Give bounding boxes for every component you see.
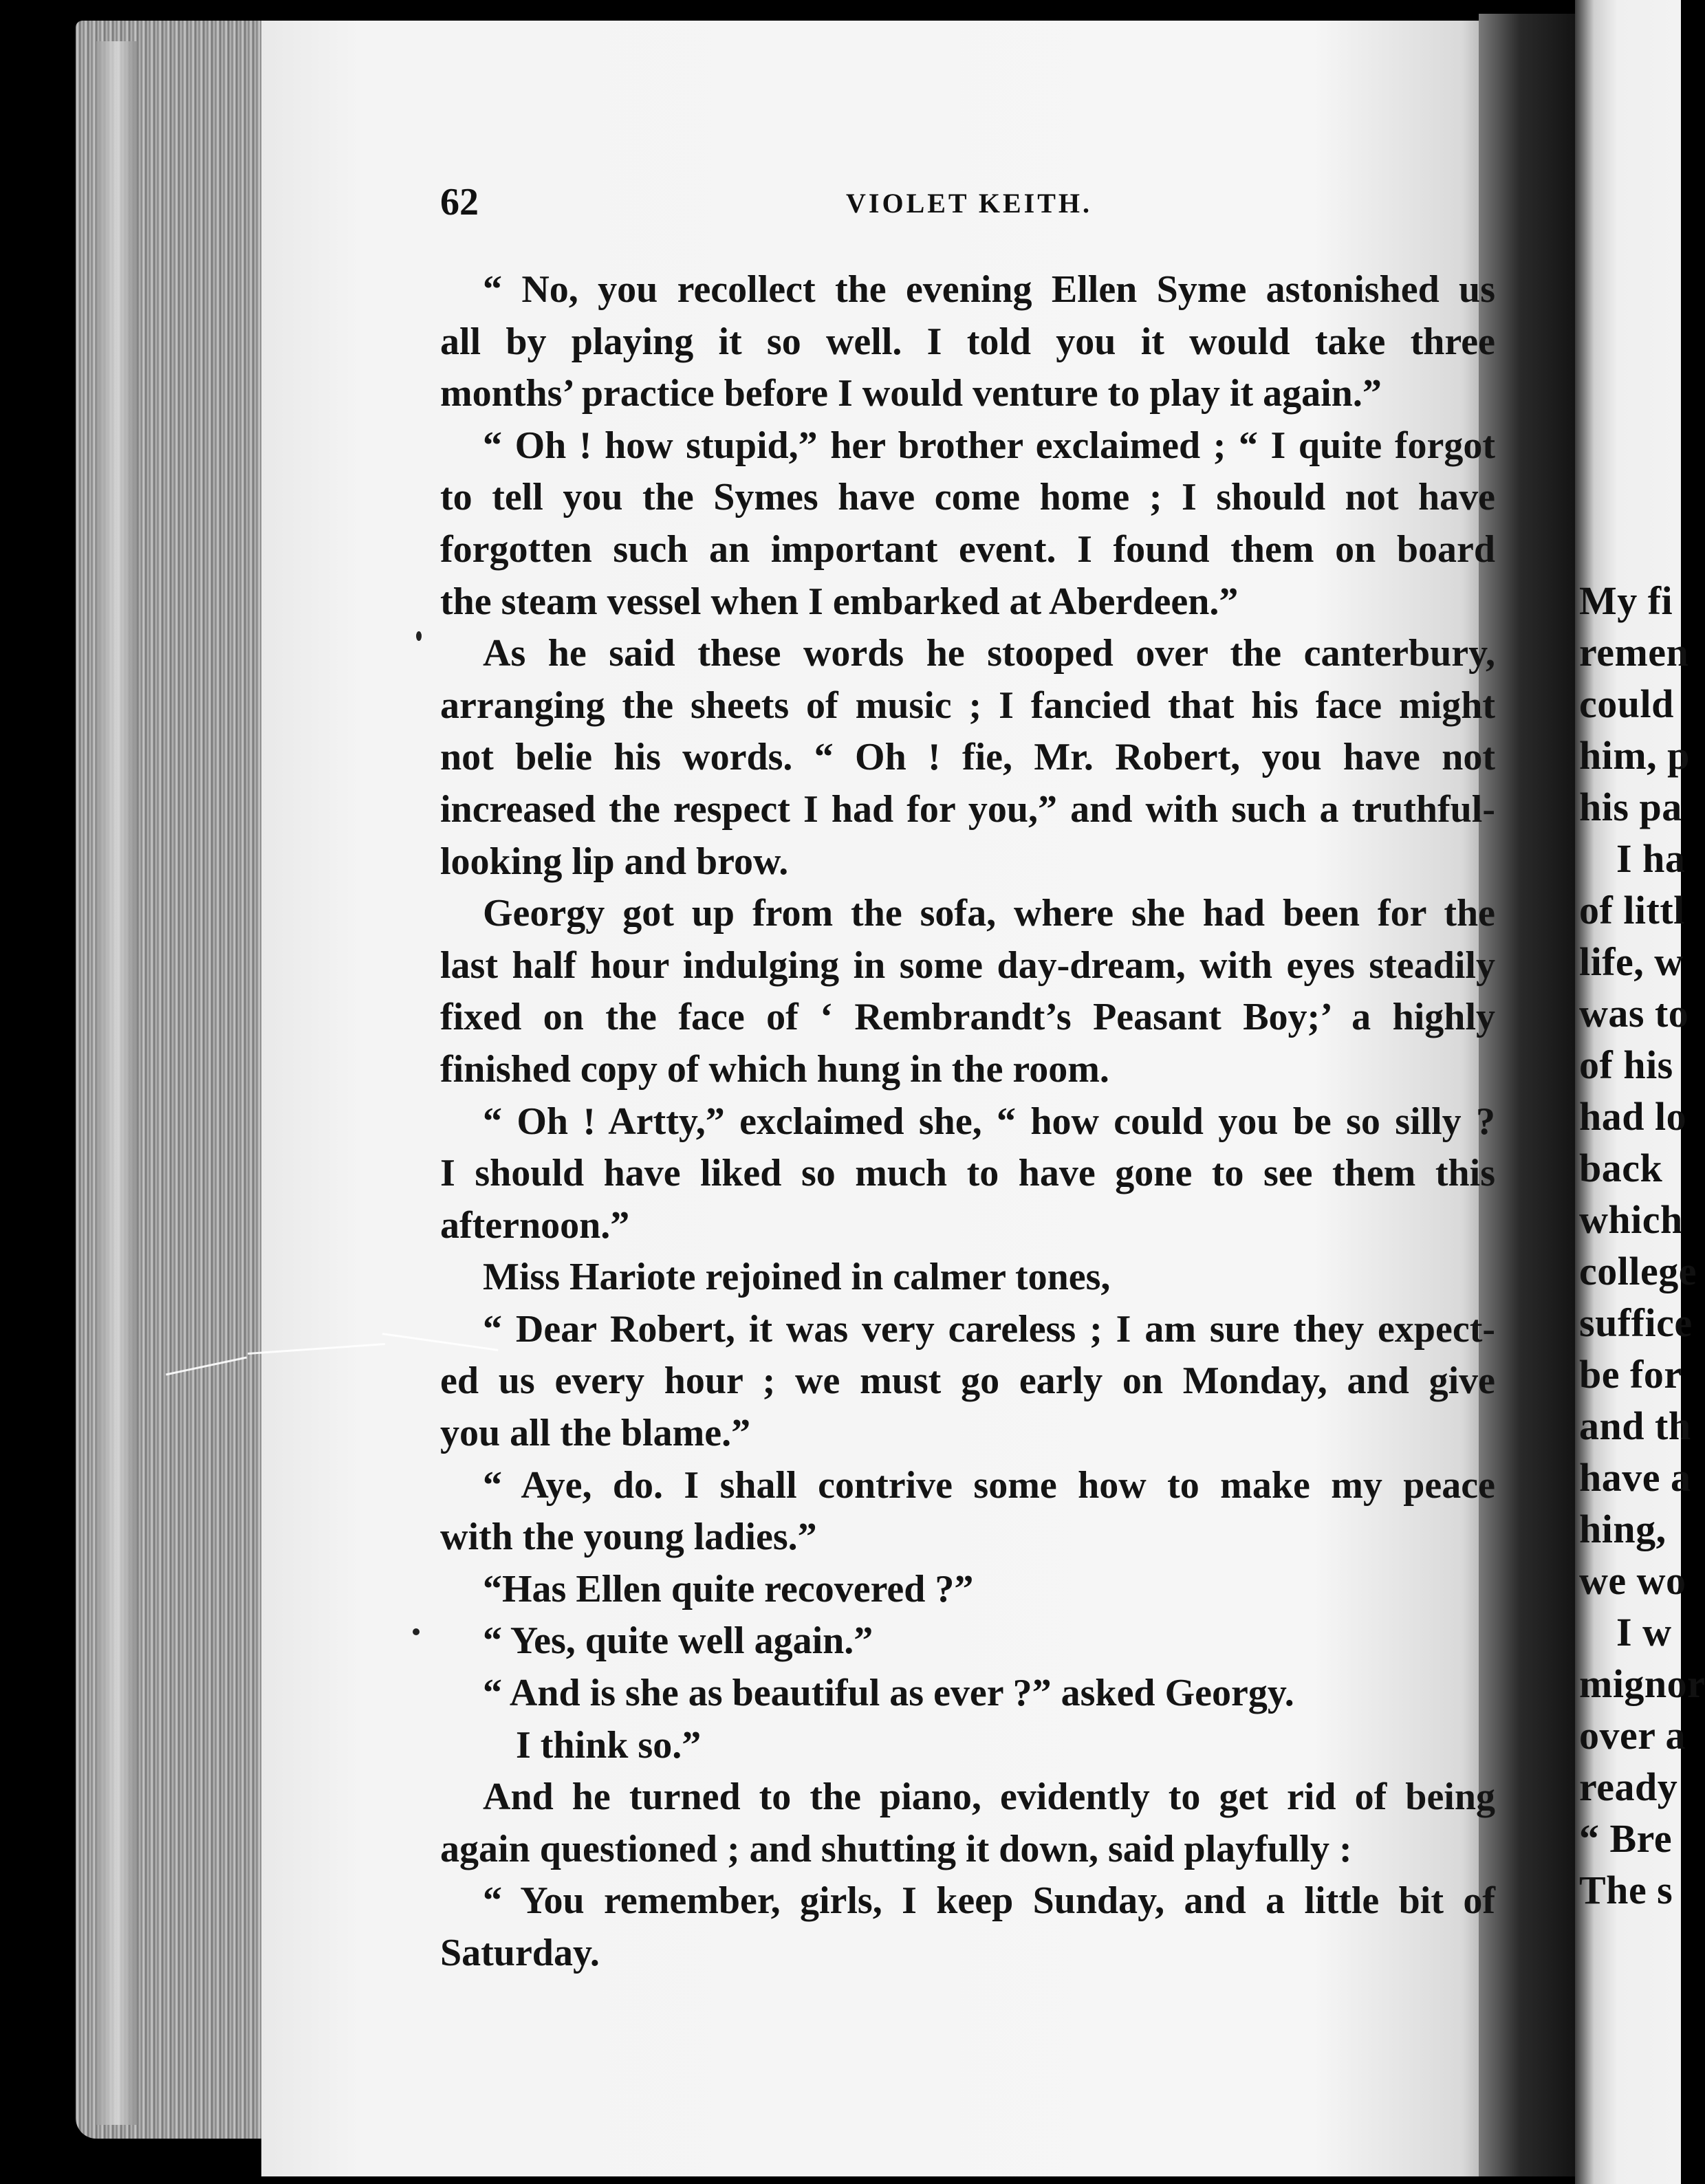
facing-page-line: The s xyxy=(1579,1868,1673,1912)
text-line: “ Yes, quite well again.” xyxy=(483,1619,873,1663)
page-number: 62 xyxy=(440,181,479,223)
facing-page-line: back xyxy=(1579,1146,1663,1190)
text-line: not belie his words. “ Oh ! fie, Mr. Robert, you have not xyxy=(440,736,1495,779)
text-line: “ You remember, girls, I keep Sunday, and a little bit of xyxy=(483,1879,1495,1923)
facing-page-line: had lo xyxy=(1579,1094,1687,1139)
text-line: “Has Ellen quite recovered ?” xyxy=(483,1567,974,1610)
text-line: with the young ladies.” xyxy=(440,1516,817,1559)
facing-page-line: of his xyxy=(1579,1042,1673,1087)
ink-speck xyxy=(413,1628,420,1635)
facing-page xyxy=(1575,0,1705,2184)
text-line: Saturday. xyxy=(440,1932,600,1974)
text-line: “ Oh ! Artty,” exclaimed she, “ how could you be so silly ? xyxy=(483,1100,1495,1143)
text-line: As he said these words he stooped over the canterbury, xyxy=(483,632,1495,675)
text-line: ed us every hour ; we must go early on Monday, and give xyxy=(440,1359,1495,1403)
facing-page-line: suffice xyxy=(1579,1300,1693,1345)
text-line: again questioned ; and shutting it down, said playfully : xyxy=(440,1827,1352,1870)
text-line: looking lip and brow. xyxy=(440,840,789,883)
text-line: “ Aye, do. I shall contrive some how to make my peace xyxy=(483,1463,1495,1507)
text-line: you all the blame.” xyxy=(440,1412,751,1455)
facing-page-line: college xyxy=(1579,1249,1697,1293)
text-line: I should have liked so much to have gone to see them this xyxy=(440,1152,1495,1195)
text-line: fixed on the face of ‘ Rembrandt’s Peasant Boy;’ a highly xyxy=(440,996,1495,1039)
facing-page-line: which xyxy=(1579,1197,1683,1242)
text-line: increased the respect I had for you,” and with such a truthful- xyxy=(440,787,1495,831)
body-text xyxy=(440,264,1495,1980)
ink-speck xyxy=(416,631,422,641)
facing-page-line: and th xyxy=(1579,1404,1691,1448)
text-line: the steam vessel when I embarked at Aberdeen.” xyxy=(440,580,1239,623)
text-line: “ Oh ! how stupid,” her brother exclaimed ; “ I quite forgot xyxy=(483,424,1495,467)
facing-page-line: “ Bre xyxy=(1579,1816,1673,1861)
facing-page-line: his pa xyxy=(1579,785,1682,829)
text-line: forgotten such an important event. I found them on board xyxy=(440,527,1495,571)
text-line: Georgy got up from the sofa, where she had been for the xyxy=(483,892,1495,935)
facing-page-line: I ha xyxy=(1616,836,1686,881)
facing-page-line: over a xyxy=(1579,1713,1686,1758)
text-line: arranging the sheets of music ; I fancied that his face might xyxy=(440,684,1495,727)
text-line: months’ practice before I would venture to play it again.” xyxy=(440,372,1382,415)
facing-page-line: I w xyxy=(1616,1610,1672,1655)
page-header xyxy=(440,180,1513,228)
text-line: I think so.” xyxy=(516,1723,702,1767)
page-edges-highlight xyxy=(96,41,138,2125)
text-line: Miss Hariote rejoined in calmer tones, xyxy=(483,1256,1111,1299)
text-line: “ And is she as beautiful as ever ?” asked Georgy. xyxy=(483,1672,1294,1715)
facing-page-line: remen xyxy=(1579,630,1689,675)
running-title: VIOLET KEITH. xyxy=(846,188,1093,219)
facing-page-line: could xyxy=(1579,681,1674,726)
text-line: afternoon.” xyxy=(440,1203,630,1247)
text-line: And he turned to the piano, evidently to get rid of being xyxy=(483,1776,1495,1819)
facing-page-line: life, w xyxy=(1579,939,1684,984)
facing-page-line: be for xyxy=(1579,1352,1682,1397)
facing-page-line: was to xyxy=(1579,991,1689,1036)
text-line: “ No, you recollect the evening Ellen Syme astonished us xyxy=(483,268,1495,311)
facing-page-line: of littl xyxy=(1579,888,1685,932)
facing-page-line: him, p xyxy=(1579,733,1690,778)
text-line: last half hour indulging in some day-dream, with eyes steadily xyxy=(440,943,1495,987)
facing-page-line: My fi xyxy=(1579,578,1673,623)
text-line: “ Dear Robert, it was very careless ; I am sure they expect- xyxy=(483,1307,1495,1351)
facing-page-line: ready xyxy=(1579,1765,1678,1809)
facing-page-line: we wo xyxy=(1579,1558,1686,1603)
facing-page-line: have a xyxy=(1579,1455,1691,1500)
text-line: finished copy of which hung in the room. xyxy=(440,1047,1109,1091)
facing-page-line: hing, xyxy=(1579,1507,1666,1551)
text-line: all by playing it so well. I told you it would take three xyxy=(440,320,1495,363)
text-line: to tell you the Symes have come home ; I should not have xyxy=(440,476,1495,519)
facing-page-line: mignor xyxy=(1579,1661,1705,1706)
